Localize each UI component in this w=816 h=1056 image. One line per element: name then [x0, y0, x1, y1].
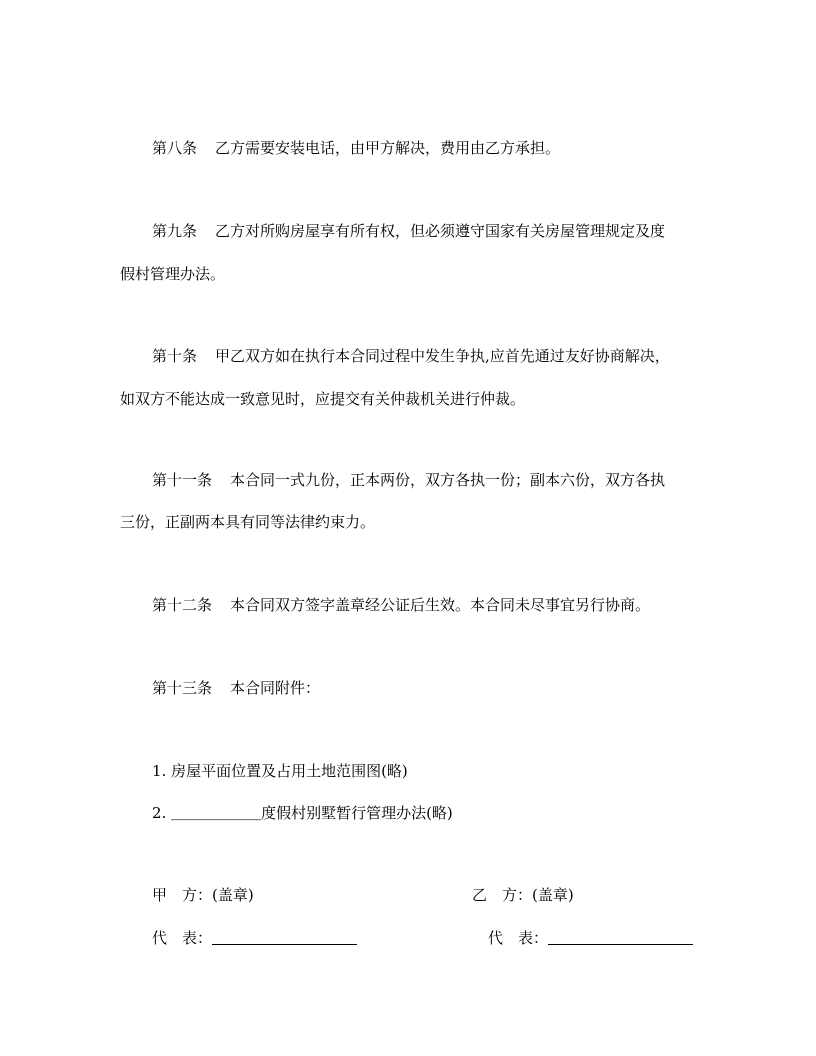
- attachment-item: 2. ＿＿＿＿＿＿度假村别墅暂行管理办法(略): [152, 804, 453, 822]
- article-13: [152, 678, 320, 698]
- article-number: 第八条: [152, 139, 198, 157]
- article-text: 乙方对所购房屋享有所有权，但必须遵守国家有关房屋管理规定及度: [215, 222, 666, 240]
- article-number: 第九条: [152, 222, 198, 240]
- article-text: 本合同双方签字盖章经公证后生效。本合同未尽事宜另行协商。: [230, 596, 651, 614]
- signature-blank: [548, 930, 693, 945]
- article-number: 第十三条: [152, 679, 213, 697]
- signature-blank: [212, 930, 357, 945]
- article-12: [152, 595, 650, 615]
- article-text: 乙方需要安装电话，由甲方解决，费用由乙方承担。: [215, 139, 561, 157]
- article-11-cont: 三份，正副两本具有同等法律约束力。: [120, 513, 376, 531]
- representative-label: 代 表：: [152, 929, 213, 947]
- article-10-cont: 如双方不能达成一致意见时，应提交有关仲裁机关进行仲裁。: [120, 390, 526, 408]
- party-a-seal: 甲 方：(盖章): [152, 886, 254, 904]
- article-9-cont: 假村管理办法。: [120, 265, 226, 283]
- article-number: 第十二条: [152, 596, 213, 614]
- article-11: [152, 470, 665, 490]
- article-9: [152, 221, 665, 241]
- representative-label: 代 表：: [488, 929, 549, 947]
- article-number: 第十一条: [152, 471, 213, 489]
- article-8: [152, 138, 560, 158]
- party-a-representative: [152, 928, 357, 948]
- party-b-seal: 乙 方：(盖章): [472, 886, 574, 904]
- article-text: 本合同附件：: [230, 679, 321, 697]
- article-text: 本合同一式九份，正本两份，双方各执一份；副本六份，双方各执: [230, 471, 666, 489]
- attachment-item: 1. 房屋平面位置及占用土地范围图(略): [152, 762, 408, 780]
- article-number: 第十条: [152, 347, 198, 365]
- article-10: [152, 346, 670, 366]
- article-text: 甲乙双方如在执行本合同过程中发生争执,应首先通过友好协商解决，: [215, 347, 670, 365]
- party-b-representative: [488, 928, 693, 948]
